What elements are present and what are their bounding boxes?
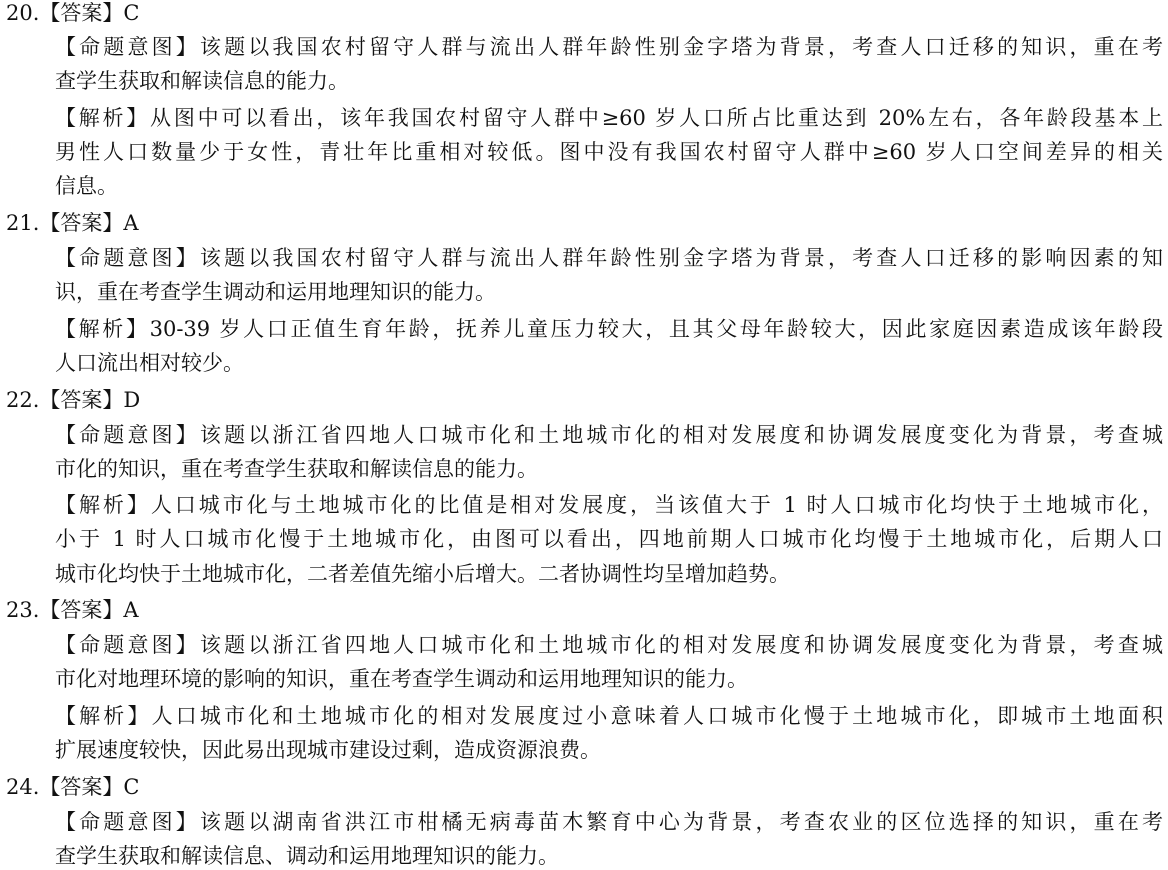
question-21-intent-line-1: 【命题意图】该题以我国农村留守人群与流出人群年龄性别金字塔为背景，考查人口迁移的影响因素的知	[55, 246, 1163, 270]
question-24-intent-line-1: 【命题意图】该题以湖南省洪江市柑橘无病毒苗木繁育中心为背景，考查农业的区位选择的知识，重在考	[55, 810, 1163, 834]
question-24-answer: 24.【答案】C	[6, 775, 140, 799]
question-20-analysis-line-2: 男性人口数量少于女性，青壮年比重相对较低。图中没有我国农村留守人群中≥60 岁人口空间差异的相关	[55, 140, 1163, 164]
question-22-analysis-line-2: 小于 1 时人口城市化慢于土地城市化，由图可以看出，四地前期人口城市化均慢于土地城市化，后期人口	[55, 527, 1163, 551]
question-23-analysis-line-2: 扩展速度较快，因此易出现城市建设过剩，造成资源浪费。	[55, 738, 601, 762]
question-22-intent-line-2: 市化的知识，重在考查学生获取和解读信息的能力。	[55, 457, 538, 481]
question-20-analysis-line-3: 信息。	[55, 174, 118, 198]
question-22-analysis-line-1: 【解析】人口城市化与土地城市化的比值是相对发展度，当该值大于 1 时人口城市化均快于土地城市化，	[55, 493, 1163, 517]
question-21-analysis-line-1: 【解析】30-39 岁人口正值生育年龄，抚养儿童压力较大，且其父母年龄较大，因此家庭因素造成该年龄段	[55, 317, 1163, 341]
question-20-intent-line-1: 【命题意图】该题以我国农村留守人群与流出人群年龄性别金字塔为背景，考查人口迁移的知识，重在考	[55, 35, 1163, 59]
question-22-intent-line-1: 【命题意图】该题以浙江省四地人口城市化和土地城市化的相对发展度和协调发展度变化为背景，考查城	[55, 423, 1163, 447]
question-20-intent-line-2: 查学生获取和解读信息的能力。	[55, 69, 349, 93]
question-22-answer: 22.【答案】D	[6, 388, 141, 412]
question-21-intent-line-2: 识，重在考查学生调动和运用地理知识的能力。	[55, 280, 496, 304]
question-23-answer: 23.【答案】A	[6, 598, 139, 622]
question-20-analysis-line-1: 【解析】从图中可以看出，该年我国农村留守人群中≥60 岁人口所占比重达到 20%左右，各年龄段基本上	[55, 106, 1163, 130]
question-23-intent-line-1: 【命题意图】该题以浙江省四地人口城市化和土地城市化的相对发展度和协调发展度变化为背景，考查城	[55, 633, 1163, 657]
question-20-answer: 20.【答案】C	[6, 1, 140, 25]
question-21-answer: 21.【答案】A	[6, 211, 139, 235]
question-23-intent-line-2: 市化对地理环境的影响的知识，重在考查学生调动和运用地理知识的能力。	[55, 667, 748, 691]
question-24-intent-line-2: 查学生获取和解读信息、调动和运用地理知识的能力。	[55, 844, 559, 868]
question-23-analysis-line-1: 【解析】人口城市化和土地城市化的相对发展度过小意味着人口城市化慢于土地城市化，即城市土地面积	[55, 704, 1163, 728]
question-22-analysis-line-3: 城市化均快于土地城市化，二者差值先缩小后增大。二者协调性均呈增加趋势。	[55, 562, 790, 586]
question-21-analysis-line-2: 人口流出相对较少。	[55, 351, 244, 375]
